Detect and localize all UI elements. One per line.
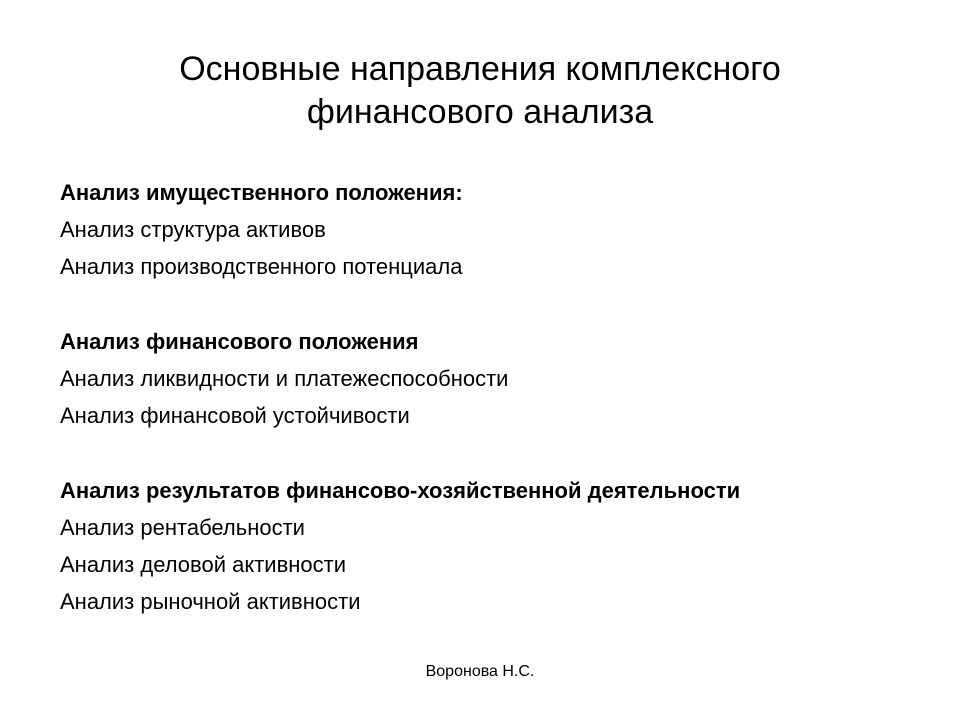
section-financial-position — [60, 323, 940, 434]
section-heading: Анализ результатов финансово-хозяйственной деятельности — [60, 478, 741, 503]
slide-title-line-2: финансового анализа — [306, 93, 654, 131]
footer-author: Воронова Н.С. — [425, 663, 535, 680]
section-heading: Анализ финансового положения — [60, 329, 419, 354]
list-item: Анализ рентабельности — [60, 515, 305, 540]
section-heading: Анализ имущественного положения: — [60, 180, 463, 205]
list-item: Анализ структура активов — [60, 217, 326, 242]
list-item: Анализ ликвидности и платежеспособности — [60, 366, 509, 391]
list-item: Анализ производственного потенциала — [60, 254, 463, 279]
content-list — [60, 174, 940, 658]
list-item: Анализ финансовой устойчивости — [60, 403, 410, 428]
list-item: Анализ деловой активности — [60, 552, 347, 577]
section-business-results — [60, 472, 940, 620]
slide-title — [80, 48, 880, 134]
section-property-position — [60, 174, 940, 285]
list-item: Анализ рыночной активности — [60, 589, 361, 614]
slide-title-line-1: Основные направления комплексного — [179, 50, 781, 88]
